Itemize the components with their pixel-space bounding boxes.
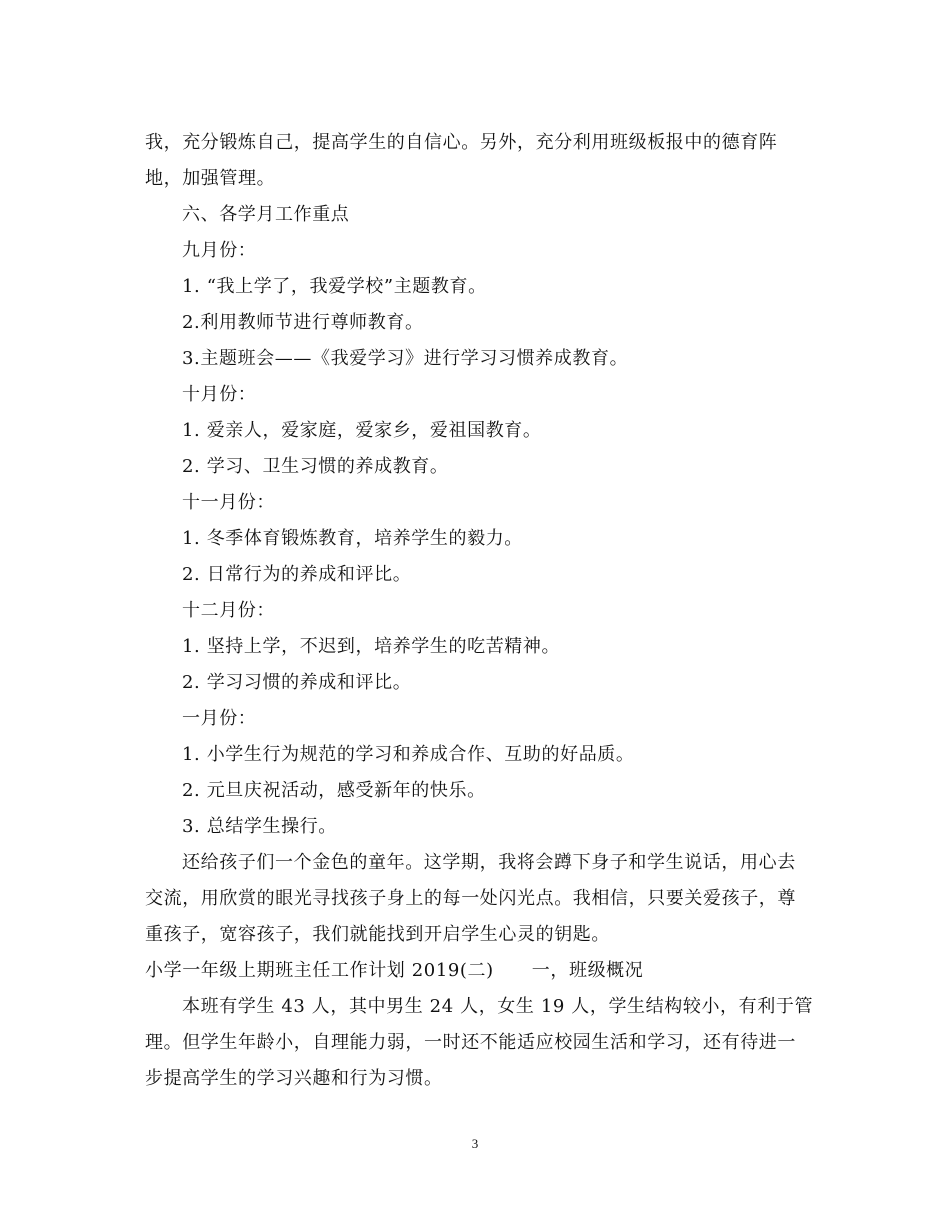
list-item: 2. 学习习惯的养成和评比。 — [182, 672, 412, 693]
list-item: 1. “我上学了，我爱学校”主题教育。 — [182, 276, 487, 297]
month-heading: 一月份： — [182, 708, 257, 729]
list-item: 1. 爱亲人，爱家庭，爱家乡，爱祖国教育。 — [182, 420, 542, 441]
section-title: 小学一年级上期班主任工作计划 2019(二) — [145, 960, 494, 981]
paragraph-line: 地，加强管理。 — [145, 168, 276, 189]
paragraph-line: 本班有学生 43 人，其中男生 24 人，女生 19 人，学生结构较小，有利于管 — [182, 996, 814, 1017]
month-heading: 十一月份： — [182, 492, 275, 513]
page-number: 3 — [471, 1136, 479, 1151]
paragraph-line: 步提高学生的学习兴趣和行为习惯。 — [145, 1068, 443, 1089]
list-item: 1. 坚持上学，不迟到，培养学生的吃苦精神。 — [182, 636, 561, 657]
paragraph-line: 我，充分锻炼自己，提高学生的自信心。另外，充分利用班级板报中的德育阵 — [145, 132, 778, 153]
month-heading: 十二月份： — [182, 600, 275, 621]
month-heading: 十月份： — [182, 384, 257, 405]
list-item: 3. 总结学生操行。 — [182, 816, 337, 837]
month-heading: 九月份： — [182, 240, 257, 261]
list-item: 2. 元旦庆祝活动，感受新年的快乐。 — [182, 780, 486, 801]
list-item: 1. 小学生行为规范的学习和养成合作、互助的好品质。 — [182, 744, 635, 765]
list-item: 2. 学习、卫生习惯的养成教育。 — [182, 456, 449, 477]
list-item: 1. 冬季体育锻炼教育，培养学生的毅力。 — [182, 528, 523, 549]
list-item: 3.主题班会——《我爱学习》进行学习习惯养成教育。 — [182, 348, 629, 369]
section-subtitle: 一，班级概况 — [531, 960, 644, 981]
paragraph-line: 还给孩子们一个金色的童年。这学期，我将会蹲下身子和学生说话，用心去 — [182, 852, 796, 873]
section-title-line — [145, 959, 815, 983]
section-heading: 六、各学月工作重点 — [182, 204, 350, 225]
list-item: 2. 日常行为的养成和评比。 — [182, 564, 412, 585]
paragraph-line: 交流，用欣赏的眼光寻找孩子身上的每一处闪光点。我相信，只要关爱孩子，尊 — [145, 888, 796, 909]
paragraph-line: 重孩子，宽容孩子，我们就能找到开启学生心灵的钥匙。 — [145, 924, 610, 945]
paragraph-line: 理。但学生年龄小，自理能力弱，一时还不能适应校园生活和学习，还有待进一 — [145, 1032, 796, 1053]
list-item: 2.利用教师节进行尊师教育。 — [182, 312, 424, 333]
